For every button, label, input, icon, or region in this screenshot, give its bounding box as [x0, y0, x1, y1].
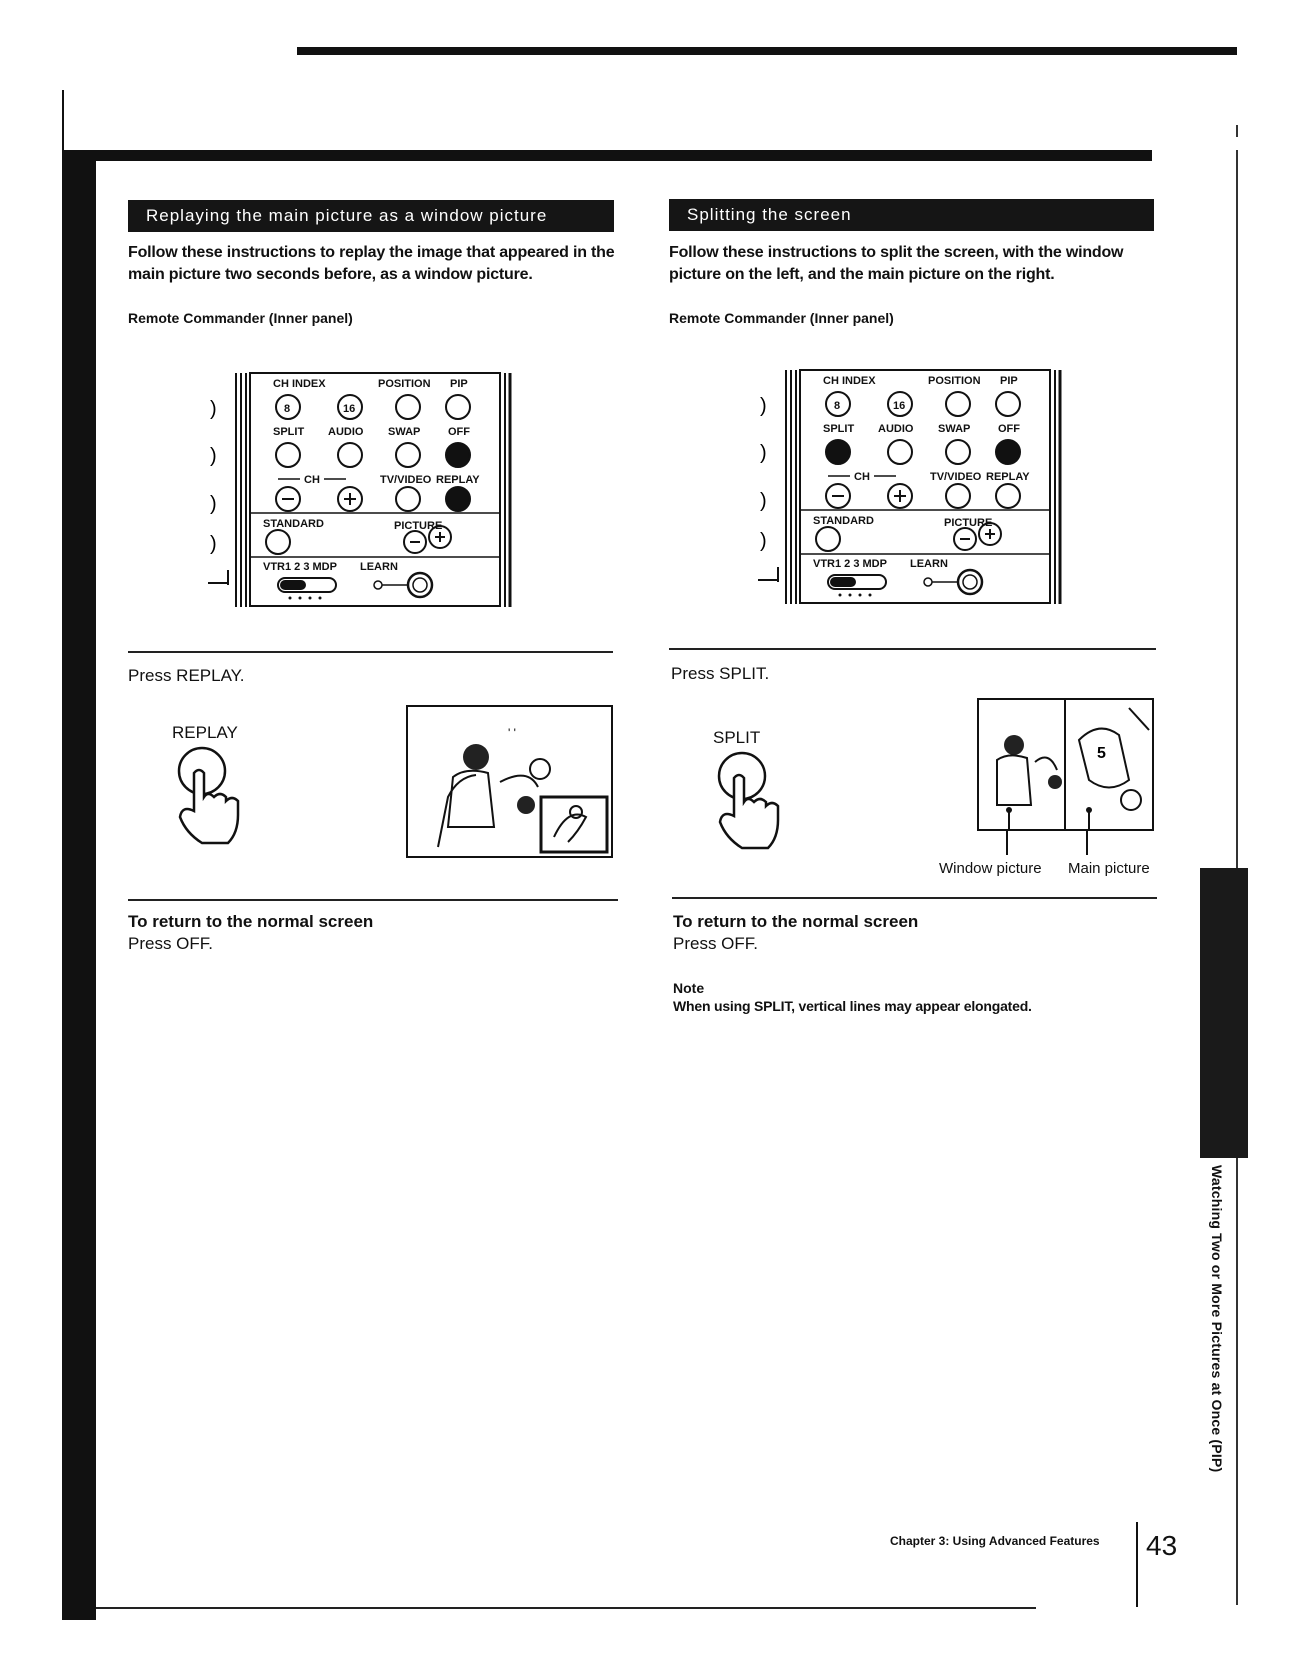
label-ch: CH	[304, 474, 320, 486]
section-header-split: Splitting the screen	[669, 199, 1154, 231]
label-vtr: VTR1 2 3 MDP	[813, 558, 887, 570]
label-standard: STANDARD	[263, 518, 324, 530]
label-replay: REPLAY	[436, 474, 480, 486]
button-16-label: 16	[893, 400, 906, 412]
note-text: When using SPLIT, vertical lines may appear elongated.	[673, 998, 1032, 1014]
button-8-label: 8	[834, 400, 841, 412]
binding-spine	[62, 150, 96, 1620]
section-header-replay: Replaying the main picture as a window picture	[128, 200, 614, 232]
footer-chapter: Chapter 3: Using Advanced Features	[890, 1534, 1100, 1548]
learn-button[interactable]	[958, 570, 982, 594]
pip-button[interactable]	[446, 395, 470, 419]
return-heading-split: To return to the normal screen	[673, 912, 919, 931]
divider	[669, 648, 1156, 650]
main-rule	[62, 150, 1152, 161]
position-button[interactable]	[946, 392, 970, 416]
window-pointer	[1006, 829, 1008, 855]
label-audio: AUDIO	[878, 423, 914, 435]
caption-main-picture: Main picture	[1068, 860, 1150, 877]
label-swap: SWAP	[938, 423, 971, 435]
swap-button[interactable]	[396, 443, 420, 467]
svg-text:5: 5	[1097, 745, 1106, 762]
label-learn: LEARN	[360, 561, 398, 573]
label-split: SPLIT	[823, 423, 855, 435]
note-heading: Note	[673, 980, 705, 996]
label-ch-index: CH INDEX	[273, 378, 326, 390]
label-vtr: VTR1 2 3 MDP	[263, 561, 337, 573]
return-text-replay: Press OFF.	[128, 934, 214, 953]
svg-text:): )	[760, 490, 767, 512]
split-button[interactable]	[276, 443, 300, 467]
audio-button[interactable]	[338, 443, 362, 467]
pip-button[interactable]	[996, 392, 1020, 416]
label-position: POSITION	[378, 378, 431, 390]
label-replay: REPLAY	[986, 471, 1030, 483]
label-tv-video: TV/VIDEO	[930, 471, 982, 483]
remote-panel-split	[758, 362, 1058, 602]
chapter-tab-label: Watching Two or More Pictures at Once (PIP)	[1209, 1165, 1225, 1473]
label-split: SPLIT	[273, 426, 305, 438]
svg-text:): )	[760, 395, 767, 417]
tv-video-button[interactable]	[396, 487, 420, 511]
label-off: OFF	[448, 426, 470, 438]
caption-window-picture: Window picture	[939, 860, 1042, 877]
replay-button[interactable]	[996, 484, 1020, 508]
off-button[interactable]	[996, 440, 1020, 464]
return-heading-replay: To return to the normal screen	[128, 912, 374, 931]
label-pip: PIP	[1000, 375, 1018, 387]
label-picture: PICTURE	[944, 517, 993, 529]
remote-panel-replay	[208, 365, 508, 605]
return-text-split: Press OFF.	[673, 934, 759, 953]
replay-button-label: REPLAY	[172, 723, 238, 742]
label-off: OFF	[998, 423, 1020, 435]
main-pointer	[1086, 829, 1088, 855]
divider	[128, 651, 613, 653]
replay-button[interactable]	[446, 487, 470, 511]
remote-heading-replay: Remote Commander (Inner panel)	[128, 310, 353, 326]
audio-button[interactable]	[888, 440, 912, 464]
label-audio: AUDIO	[328, 426, 364, 438]
split-button-label: SPLIT	[713, 728, 761, 747]
top-rule	[297, 47, 1237, 55]
label-ch: CH	[854, 471, 870, 483]
position-button[interactable]	[396, 395, 420, 419]
page-number: 43	[1146, 1530, 1178, 1561]
standard-button[interactable]	[266, 530, 290, 554]
svg-text:' ': ' '	[508, 726, 516, 740]
step-replay: Press REPLAY.	[128, 666, 245, 685]
divider	[128, 899, 618, 901]
edge-tick	[1236, 125, 1238, 137]
label-standard: STANDARD	[813, 515, 874, 527]
intro-replay: Follow these instructions to replay the image that appeared in the main picture two seconds before, as a window picture.	[128, 244, 615, 283]
chapter-tab	[1200, 868, 1248, 1158]
label-swap: SWAP	[388, 426, 421, 438]
replay-screen-illustration	[406, 705, 613, 858]
divider	[672, 897, 1157, 899]
split-button[interactable]	[826, 440, 850, 464]
off-button[interactable]	[446, 443, 470, 467]
tv-video-button[interactable]	[946, 484, 970, 508]
side-mark: )	[210, 398, 217, 420]
side-mark: )	[210, 445, 217, 467]
svg-text:): )	[760, 442, 767, 464]
learn-button[interactable]	[408, 573, 432, 597]
remote-heading-split: Remote Commander (Inner panel)	[669, 310, 894, 326]
label-tv-video: TV/VIDEO	[380, 474, 432, 486]
svg-text:): )	[760, 530, 767, 552]
standard-button[interactable]	[816, 527, 840, 551]
left-margin-bar	[62, 90, 64, 152]
page-number-divider	[1136, 1522, 1138, 1607]
side-mark: )	[210, 533, 217, 555]
swap-button[interactable]	[946, 440, 970, 464]
finger-press-icon	[712, 748, 792, 863]
label-position: POSITION	[928, 375, 981, 387]
button-16-label: 16	[343, 403, 356, 415]
side-mark: )	[210, 493, 217, 515]
split-screen-illustration	[977, 698, 1154, 831]
label-pip: PIP	[450, 378, 468, 390]
finger-press-icon	[172, 743, 252, 858]
step-split: Press SPLIT.	[671, 664, 770, 683]
button-8-label: 8	[284, 403, 291, 415]
intro-split: Follow these instructions to split the screen, with the window picture on the left, and the main picture on the right.	[669, 244, 1124, 283]
bottom-rule	[96, 1607, 1036, 1609]
label-learn: LEARN	[910, 558, 948, 570]
label-picture: PICTURE	[394, 520, 443, 532]
label-ch-index: CH INDEX	[823, 375, 876, 387]
